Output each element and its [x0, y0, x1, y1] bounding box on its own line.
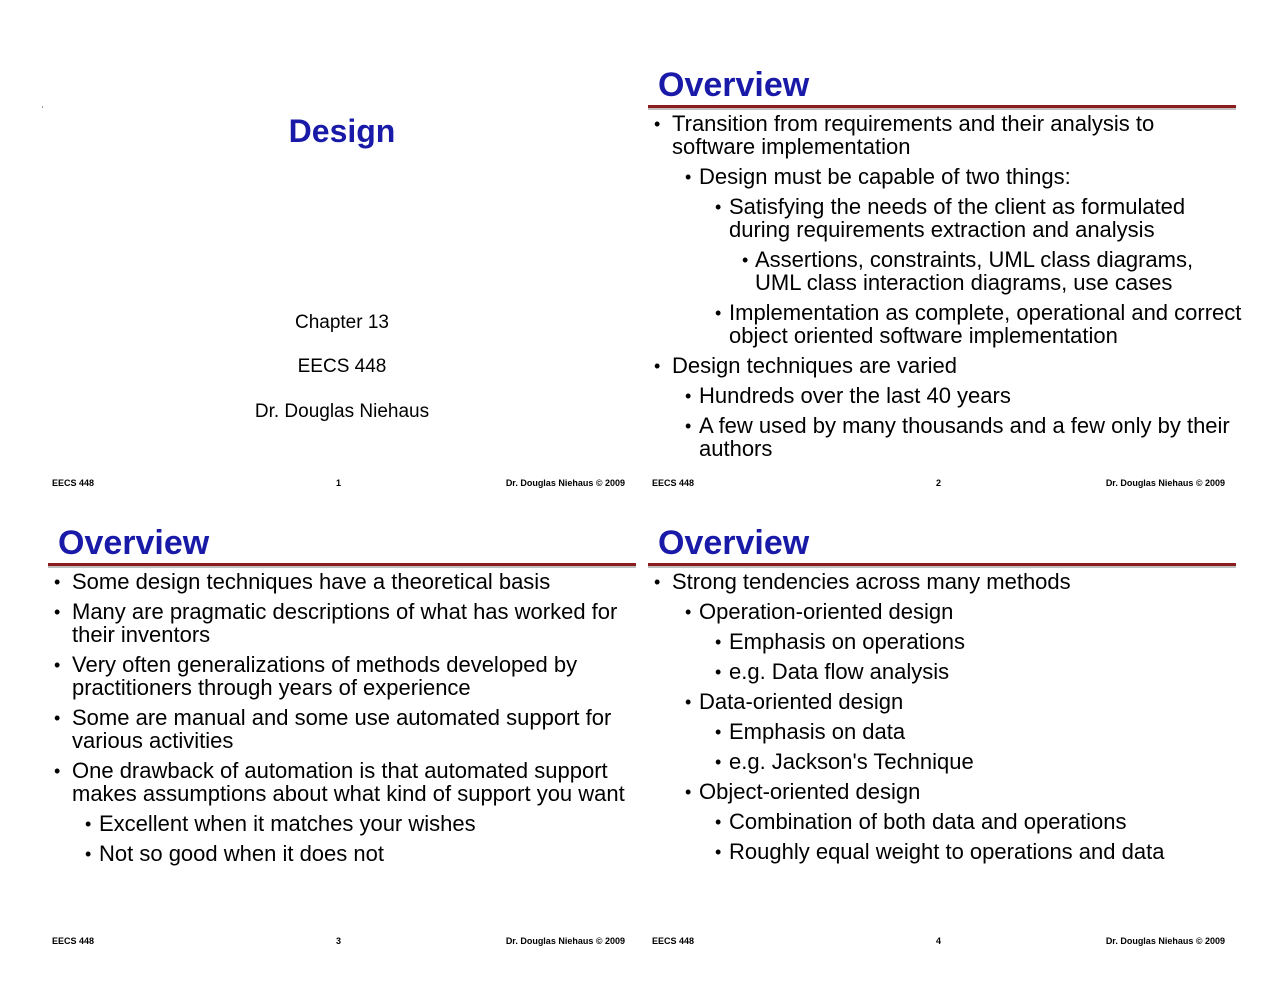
bullet-icon: •	[54, 572, 61, 592]
bullet-icon: •	[715, 752, 722, 772]
footer-page-number: 1	[335, 478, 341, 488]
footer-copyright: Dr. Douglas Niehaus © 2009	[505, 478, 625, 488]
bullet-icon: •	[85, 814, 92, 834]
bullet-icon: •	[654, 572, 661, 592]
bullet-icon: •	[54, 655, 61, 675]
footer-copyright: Dr. Douglas Niehaus © 2009	[1105, 936, 1225, 946]
bullet-item	[642, 660, 1242, 683]
bullet-icon: •	[85, 844, 92, 864]
footer-course: EECS 448	[652, 478, 695, 488]
bullet-item	[42, 600, 642, 646]
slide-footer	[652, 935, 1225, 947]
bullet-icon: •	[54, 708, 61, 728]
bullet-icon: •	[685, 782, 692, 802]
bullet-item	[42, 570, 642, 593]
bullet-item	[42, 812, 642, 835]
slide-title: Overview	[658, 66, 810, 104]
bullet-item	[642, 195, 1242, 241]
title-divider	[648, 563, 1236, 568]
bullet-item	[642, 354, 1242, 377]
bullet-text: Design must be capable of two things:	[699, 164, 1071, 189]
title-divider	[648, 105, 1236, 110]
bullet-item	[642, 414, 1242, 460]
bullet-icon: •	[715, 632, 722, 652]
bullet-item	[642, 780, 1242, 803]
bullet-icon: •	[685, 602, 692, 622]
bullet-item	[642, 810, 1242, 833]
bullet-text: Design techniques are varied	[672, 353, 957, 378]
footer-copyright: Dr. Douglas Niehaus © 2009	[505, 936, 625, 946]
bullet-text: Excellent when it matches your wishes	[99, 811, 476, 836]
bullet-icon: •	[654, 114, 661, 134]
bullet-icon: •	[54, 761, 61, 781]
slide-title: Overview	[58, 524, 210, 562]
bullet-icon: •	[715, 303, 722, 323]
bullet-text: Very often generalizations of methods developed by practitioners through years of experience	[72, 652, 578, 700]
bullet-item	[642, 750, 1242, 773]
bullet-icon: •	[742, 250, 749, 270]
bullet-item	[642, 690, 1242, 713]
bullet-icon: •	[715, 722, 722, 742]
footer-page-number: 3	[335, 936, 341, 946]
footer-course: EECS 448	[52, 936, 95, 946]
bullet-item	[642, 570, 1242, 593]
slide-footer	[652, 477, 1225, 489]
bullet-text: Satisfying the needs of the client as formulated during requirements extraction and analysis	[729, 194, 1186, 242]
bullet-item	[642, 600, 1242, 623]
slide-title: Overview	[658, 524, 810, 562]
bullet-icon: •	[685, 167, 692, 187]
bullet-text: Some are manual and some use automated support for various activities	[72, 705, 612, 753]
slide-2	[642, 40, 1242, 510]
bullet-item	[642, 301, 1242, 347]
bullet-icon: •	[715, 197, 722, 217]
footer-course: EECS 448	[652, 936, 695, 946]
bullet-item	[642, 165, 1242, 188]
stray-mark	[42, 106, 43, 108]
footer-copyright: Dr. Douglas Niehaus © 2009	[1105, 478, 1225, 488]
bullet-text: One drawback of automation is that automated support makes assumptions about what kind of support you want	[72, 758, 625, 806]
bullet-list	[642, 112, 1242, 467]
bullet-text: Hundreds over the last 40 years	[699, 383, 1011, 408]
bullet-text: Operation-oriented design	[699, 599, 954, 624]
bullet-item	[642, 384, 1242, 407]
slide-title: Design	[288, 113, 396, 149]
bullet-text: Assertions, constraints, UML class diagrams, UML class interaction diagrams, use cases	[755, 247, 1194, 295]
footer-page-number: 2	[935, 478, 941, 488]
bullet-text: A few used by many thousands and a few only by their authors	[699, 413, 1230, 461]
slide-3	[42, 498, 642, 968]
bullet-icon: •	[685, 692, 692, 712]
footer-course: EECS 448	[52, 478, 95, 488]
bullet-list	[42, 570, 642, 872]
bullet-text: e.g. Data flow analysis	[729, 659, 950, 684]
bullet-text: Roughly equal weight to operations and data	[729, 839, 1165, 864]
bullet-text: Strong tendencies across many methods	[672, 569, 1071, 594]
bullet-text: Combination of both data and operations	[729, 809, 1127, 834]
bullet-text: Emphasis on operations	[729, 629, 966, 654]
bullet-item	[42, 842, 642, 865]
bullet-text: Some design techniques have a theoretical basis	[72, 569, 551, 594]
bullet-text: Transition from requirements and their analysis to software implementation	[672, 111, 1155, 159]
bullet-item	[42, 653, 642, 699]
bullet-text: Many are pragmatic descriptions of what has worked for their inventors	[72, 599, 618, 647]
slide-footer	[52, 935, 625, 947]
title-divider	[48, 563, 636, 568]
bullet-item	[642, 112, 1242, 158]
bullet-icon: •	[715, 812, 722, 832]
bullet-text: Not so good when it does not	[99, 841, 384, 866]
bullet-text: Implementation as complete, operational and correct object oriented software implementation	[729, 300, 1242, 348]
bullet-text: e.g. Jackson's Technique	[729, 749, 974, 774]
slide-footer	[52, 477, 625, 489]
bullet-item	[642, 720, 1242, 743]
bullet-item	[642, 840, 1242, 863]
chapter-label: Chapter 13	[294, 312, 389, 333]
slide-1	[42, 40, 642, 510]
bullet-item	[642, 630, 1242, 653]
bullet-icon: •	[715, 842, 722, 862]
course-label: EECS 448	[297, 356, 387, 377]
bullet-icon: •	[685, 416, 692, 436]
slide-4	[642, 498, 1242, 968]
bullet-text: Data-oriented design	[699, 689, 904, 714]
bullet-icon: •	[715, 662, 722, 682]
bullet-icon: •	[654, 356, 661, 376]
bullet-icon: •	[54, 602, 61, 622]
bullet-text: Object-oriented design	[699, 779, 921, 804]
bullet-list	[642, 570, 1242, 870]
footer-page-number: 4	[935, 936, 941, 946]
bullet-item	[42, 759, 642, 805]
bullet-item	[42, 706, 642, 752]
bullet-item	[642, 248, 1242, 294]
author-label: Dr. Douglas Niehaus	[254, 401, 430, 422]
bullet-icon: •	[685, 386, 692, 406]
bullet-text: Emphasis on data	[729, 719, 906, 744]
